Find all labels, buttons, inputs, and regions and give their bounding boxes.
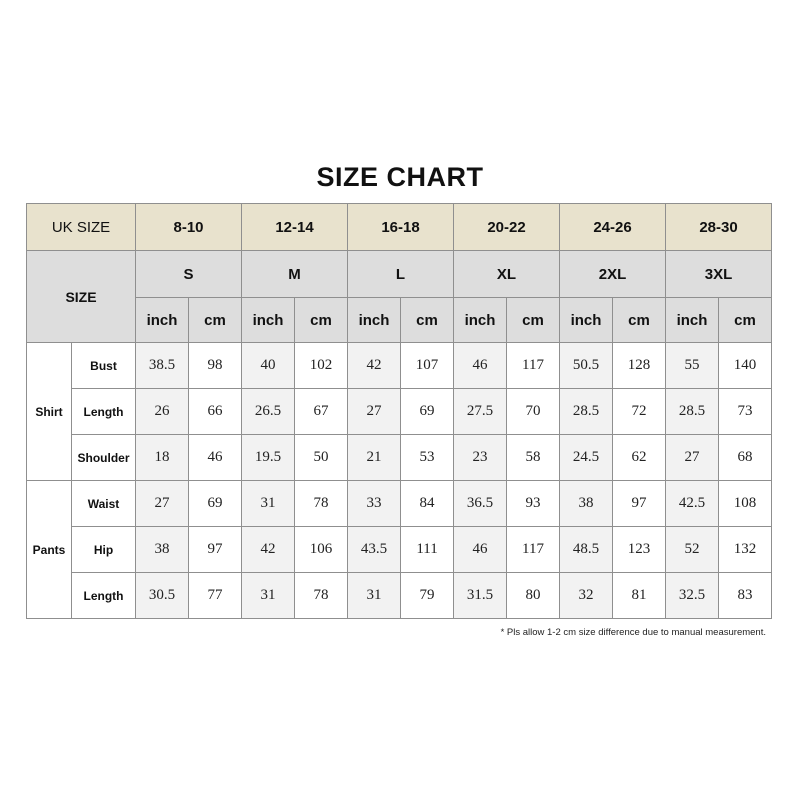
inch-value-cell: 36.5: [454, 481, 507, 527]
size-cell: 2XL: [560, 251, 666, 298]
measure-label: Shoulder: [72, 435, 136, 481]
cm-value-cell: 81: [613, 573, 666, 619]
cm-value-cell: 66: [189, 389, 242, 435]
unit-cm-header: cm: [401, 298, 454, 343]
cm-value-cell: 50: [295, 435, 348, 481]
size-cell: 3XL: [666, 251, 772, 298]
unit-cm-header: cm: [613, 298, 666, 343]
cm-value-cell: 117: [507, 343, 560, 389]
measure-label: Bust: [72, 343, 136, 389]
inch-value-cell: 43.5: [348, 527, 401, 573]
table-row: [27, 527, 772, 573]
cm-value-cell: 69: [189, 481, 242, 527]
unit-cm-header: cm: [719, 298, 772, 343]
table-row: [27, 435, 772, 481]
uk-size-cell: 20-22: [454, 204, 560, 251]
page-title: SIZE CHART: [316, 162, 484, 192]
cm-value-cell: 111: [401, 527, 454, 573]
uk-size-cell: 28-30: [666, 204, 772, 251]
uk-size-cell: 16-18: [348, 204, 454, 251]
inch-value-cell: 27: [666, 435, 719, 481]
cm-value-cell: 70: [507, 389, 560, 435]
uk-size-cell: 12-14: [242, 204, 348, 251]
cm-value-cell: 53: [401, 435, 454, 481]
inch-value-cell: 26: [136, 389, 189, 435]
inch-value-cell: 27: [348, 389, 401, 435]
cm-value-cell: 117: [507, 527, 560, 573]
size-row: [27, 251, 772, 298]
unit-cm-header: cm: [507, 298, 560, 343]
inch-value-cell: 46: [454, 527, 507, 573]
cm-value-cell: 84: [401, 481, 454, 527]
unit-inch-header: inch: [242, 298, 295, 343]
measure-label: Length: [72, 389, 136, 435]
inch-value-cell: 28.5: [560, 389, 613, 435]
uk-size-label: UK SIZE: [27, 204, 136, 251]
unit-cm-header: cm: [295, 298, 348, 343]
cm-value-cell: 108: [719, 481, 772, 527]
size-chart-body: [27, 204, 772, 619]
inch-value-cell: 52: [666, 527, 719, 573]
cm-value-cell: 80: [507, 573, 560, 619]
inch-value-cell: 38: [560, 481, 613, 527]
inch-value-cell: 50.5: [560, 343, 613, 389]
inch-value-cell: 40: [242, 343, 295, 389]
cm-value-cell: 78: [295, 481, 348, 527]
unit-inch-header: inch: [136, 298, 189, 343]
inch-value-cell: 24.5: [560, 435, 613, 481]
group-label-pants: Pants: [27, 481, 72, 619]
measure-label: Waist: [72, 481, 136, 527]
cm-value-cell: 68: [719, 435, 772, 481]
cm-value-cell: 78: [295, 573, 348, 619]
cm-value-cell: 93: [507, 481, 560, 527]
cm-value-cell: 58: [507, 435, 560, 481]
unit-inch-header: inch: [348, 298, 401, 343]
size-cell: XL: [454, 251, 560, 298]
cm-value-cell: 102: [295, 343, 348, 389]
measure-label: Hip: [72, 527, 136, 573]
unit-inch-header: inch: [454, 298, 507, 343]
cm-value-cell: 98: [189, 343, 242, 389]
cm-value-cell: 106: [295, 527, 348, 573]
size-chart-table: [26, 203, 772, 619]
table-row: [27, 343, 772, 389]
inch-value-cell: 31: [242, 481, 295, 527]
measure-label: Length: [72, 573, 136, 619]
unit-row: [27, 298, 772, 343]
cm-value-cell: 46: [189, 435, 242, 481]
cm-value-cell: 62: [613, 435, 666, 481]
unit-inch-header: inch: [666, 298, 719, 343]
cm-value-cell: 128: [613, 343, 666, 389]
cm-value-cell: 140: [719, 343, 772, 389]
inch-value-cell: 42.5: [666, 481, 719, 527]
inch-value-cell: 26.5: [242, 389, 295, 435]
inch-value-cell: 18: [136, 435, 189, 481]
cm-value-cell: 107: [401, 343, 454, 389]
table-row: [27, 389, 772, 435]
inch-value-cell: 32.5: [666, 573, 719, 619]
inch-value-cell: 33: [348, 481, 401, 527]
uk-size-cell: 8-10: [136, 204, 242, 251]
cm-value-cell: 83: [719, 573, 772, 619]
inch-value-cell: 42: [242, 527, 295, 573]
inch-value-cell: 31: [242, 573, 295, 619]
cm-value-cell: 97: [189, 527, 242, 573]
inch-value-cell: 19.5: [242, 435, 295, 481]
inch-value-cell: 42: [348, 343, 401, 389]
uk-size-cell: 24-26: [560, 204, 666, 251]
size-cell: S: [136, 251, 242, 298]
measurement-note: * Pls allow 1-2 cm size difference due to manual measurement.: [500, 627, 766, 638]
inch-value-cell: 28.5: [666, 389, 719, 435]
cm-value-cell: 79: [401, 573, 454, 619]
inch-value-cell: 23: [454, 435, 507, 481]
inch-value-cell: 38.5: [136, 343, 189, 389]
cm-value-cell: 132: [719, 527, 772, 573]
cm-value-cell: 97: [613, 481, 666, 527]
inch-value-cell: 46: [454, 343, 507, 389]
uk-size-row: [27, 204, 772, 251]
table-row: [27, 481, 772, 527]
inch-value-cell: 48.5: [560, 527, 613, 573]
cm-value-cell: 77: [189, 573, 242, 619]
cm-value-cell: 123: [613, 527, 666, 573]
group-label-shirt: Shirt: [27, 343, 72, 481]
table-row: [27, 573, 772, 619]
cm-value-cell: 67: [295, 389, 348, 435]
inch-value-cell: 55: [666, 343, 719, 389]
inch-value-cell: 21: [348, 435, 401, 481]
inch-value-cell: 27.5: [454, 389, 507, 435]
size-label: SIZE: [27, 251, 136, 343]
inch-value-cell: 30.5: [136, 573, 189, 619]
unit-inch-header: inch: [560, 298, 613, 343]
size-cell: L: [348, 251, 454, 298]
cm-value-cell: 69: [401, 389, 454, 435]
inch-value-cell: 27: [136, 481, 189, 527]
inch-value-cell: 38: [136, 527, 189, 573]
inch-value-cell: 31.5: [454, 573, 507, 619]
cm-value-cell: 72: [613, 389, 666, 435]
cm-value-cell: 73: [719, 389, 772, 435]
unit-cm-header: cm: [189, 298, 242, 343]
inch-value-cell: 32: [560, 573, 613, 619]
size-cell: M: [242, 251, 348, 298]
inch-value-cell: 31: [348, 573, 401, 619]
